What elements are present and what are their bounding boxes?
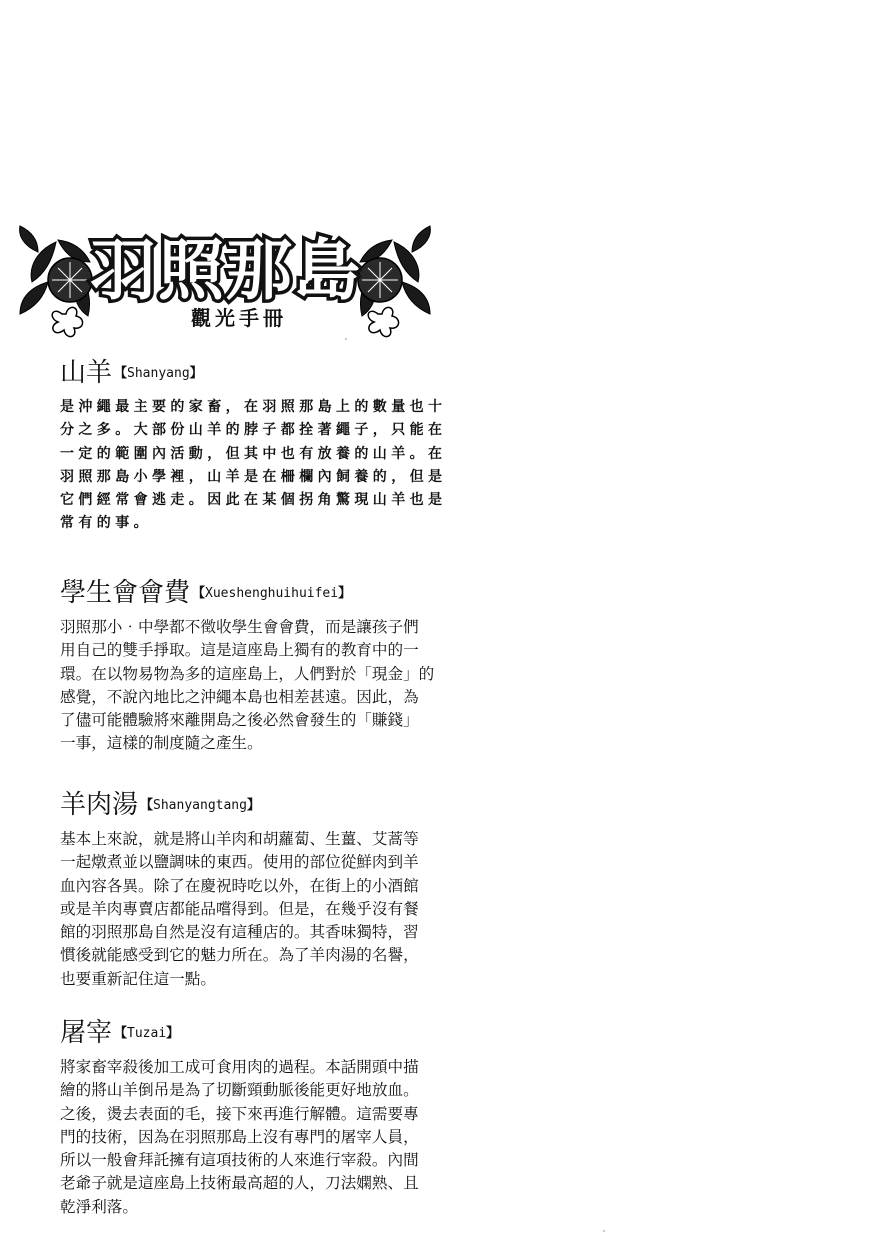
body-line: 老爺子就是這座島上技術最高超的人，刀法嫻熟、且 xyxy=(60,1174,419,1193)
entry-body xyxy=(60,828,420,991)
entry-romaji: 【Shanyang】 xyxy=(114,366,203,381)
body-line: 它們經常會逃走。因此在某個拐角驚現山羊也是 xyxy=(60,492,447,509)
body-line: 羽照那小‧中學都不徵收學生會會費，而是讓孩子們 xyxy=(60,618,419,636)
entry-heading xyxy=(60,574,420,608)
entry-romaji: 【Tuzai】 xyxy=(114,1026,180,1041)
entry-student-fee xyxy=(60,574,435,756)
body-line: 血內容各異。除了在慶祝時吃以外，在街上的小酒館 xyxy=(60,876,419,895)
body-line: 分之多。大部份山羊的脖子都拴著繩子，只能在 xyxy=(60,422,447,439)
body-line: 常有的事。 xyxy=(60,515,152,532)
body-line: 慣後就能感受到它的魅力所在。為了羊肉湯的名譽， xyxy=(60,946,419,965)
body-line: 館的羽照那島自然是沒有這種店的。其香味獨特，習 xyxy=(60,923,419,942)
body-line: 羽照那島小學裡，山羊是在柵欄內飼養的，但是 xyxy=(60,468,447,485)
entry-title: 學生會會費 xyxy=(60,578,191,608)
body-line: 或是羊肉專賣店都能品嚐得到。但是，在幾乎沒有餐 xyxy=(60,899,419,918)
banner-subtitle: 觀光手冊 xyxy=(191,306,287,330)
body-line: 門的技術，因為在羽照那島上沒有專門的屠宰人員， xyxy=(60,1127,419,1146)
print-speck xyxy=(345,338,347,340)
entry-body xyxy=(60,1056,420,1219)
entry-title: 羊肉湯 xyxy=(60,790,139,820)
entry-goat-soup xyxy=(60,786,420,991)
entry-goat xyxy=(60,354,447,536)
entry-romaji: 【Shanyangtang】 xyxy=(140,798,260,813)
banner-title: 羽照那島 xyxy=(90,231,362,309)
entry-heading xyxy=(60,1014,420,1048)
body-line: 了儘可能體驗將來離開島之後必然會發生的「賺錢」 xyxy=(60,711,419,730)
entry-heading xyxy=(60,786,420,820)
body-line: 感覺，不說內地比之沖繩本島也相差甚遠。因此，為 xyxy=(60,687,419,706)
body-line: 環。在以物易物為多的這座島上，人們對於「現金」的 xyxy=(60,664,435,683)
entry-body xyxy=(60,396,447,536)
body-line: 乾淨利落。 xyxy=(60,1197,138,1216)
entry-title: 山羊 xyxy=(60,358,113,388)
entry-romaji: 【Xueshenghuihuifei】 xyxy=(192,586,352,601)
print-speck xyxy=(603,1230,605,1232)
entry-body xyxy=(60,616,435,756)
body-line: 基本上來說，就是將山羊肉和胡蘿蔔、生薑、艾蒿等 xyxy=(60,830,419,848)
body-line: 繪的將山羊倒吊是為了切斷頸動脈後能更好地放血。 xyxy=(60,1081,419,1100)
body-line: 所以一般會拜託擁有這項技術的人來進行宰殺。內間 xyxy=(60,1151,419,1170)
body-line: 也要重新記住這一點。 xyxy=(60,969,216,988)
body-line: 將家畜宰殺後加工成可食用肉的過程。本話開頭中描 xyxy=(60,1058,419,1076)
body-line: 是沖繩最主要的家畜，在羽照那島上的數量也十 xyxy=(60,399,447,415)
guidebook-banner xyxy=(18,222,433,340)
entry-title: 屠宰 xyxy=(60,1018,113,1048)
body-line: 一事，這樣的制度隨之產生。 xyxy=(60,734,263,753)
entry-slaughter xyxy=(60,1014,420,1219)
body-line: 用自己的雙手掙取。這是這座島上獨有的教育中的一 xyxy=(60,641,419,660)
entry-heading xyxy=(60,354,420,388)
body-line: 一定的範圍內活動，但其中也有放養的山羊。在 xyxy=(60,445,447,462)
body-line: 之後，燙去表面的毛，接下來再進行解體。這需要專 xyxy=(60,1104,419,1123)
body-line: 一起燉煮並以鹽調味的東西。使用的部位從鮮肉到羊 xyxy=(60,853,419,872)
